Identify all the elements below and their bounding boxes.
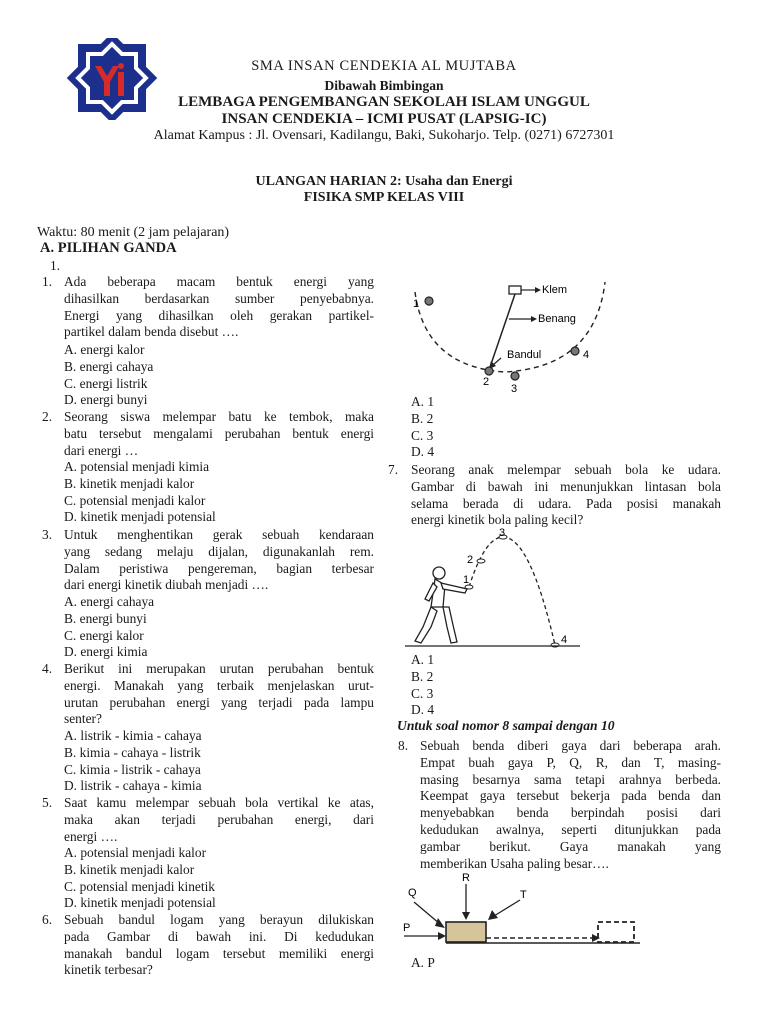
question-line: pada Gambar di bawah ini. Di kedudukan [64,928,374,944]
option[interactable]: D. energi bunyi [64,392,148,408]
option[interactable]: A. energi kalor [64,342,145,357]
question-line: Gambar di bawah ini menunjukkan lintasan bola [411,478,721,494]
option[interactable]: A. 1 [411,652,435,667]
guidance-line: Dibawah Bimbingan [324,78,444,93]
question-line: kedudukan awalnya, seperti ditunjukkan pada [420,821,721,837]
question-line: Energi yang dihasilkan oleh gerakan partikel- [64,307,374,323]
note-questions-8-10: Untuk soal nomor 8 sampai dengan 10 [397,718,615,733]
question-number: 7. [388,462,399,477]
pos-1-label: 1 [413,298,420,310]
question-line: senter? [64,711,102,727]
option[interactable]: C. energi kalor [64,627,144,643]
question-6-options [411,394,434,461]
question-line: Sebuah bandul logam yang berayun dilukiskan [64,912,374,927]
ball-trajectory-figure [405,527,585,652]
option[interactable]: B. kinetik menjadi kalor [64,475,195,491]
question-line: Keempat gaya tersebut bekerja pada benda dan [420,788,721,804]
question-line: Berikut ini merupakan urutan perubahan bentuk [64,661,374,676]
question-line: maka akan terjadi perubahan energi, dari [64,811,374,827]
pos-2-label: 2 [483,376,490,388]
klem-label: Klem [542,284,568,296]
question-line: dihasilkan berdasarkan sumber penyebabnya. [64,290,374,306]
question-line: selama berada di udara. Pada posisi manakah [411,495,721,511]
force-p-label: P [403,922,411,934]
institution-name: LEMBAGA PENGEMBANGAN SEKOLAH ISLAM UNGGUL [178,94,590,110]
option[interactable]: A. listrik - kimia - cahaya [64,728,202,743]
question-8-options [411,955,435,972]
question-line: energi kinetik bola paling kecil? [411,512,584,528]
option[interactable]: B. 2 [411,668,434,684]
question-7-options [411,652,434,719]
question-line: urutan perubahan energi yang terjadi pada lampu [64,694,374,710]
force-r-label: R [462,872,470,884]
option[interactable]: A. P [411,955,435,970]
question-line: memberikan Usaha paling besar…. [420,855,609,871]
exam-title: ULANGAN HARIAN 2: Usaha dan Energi [255,174,513,189]
throw-pos-4: 4 [561,634,568,646]
question-number: 6. [42,912,53,927]
question-line: Dalam peristiwa pengereman, bagian terbesar [64,560,374,576]
option[interactable]: D. energi kimia [64,644,148,660]
option[interactable]: A. potensial menjadi kimia [64,459,210,474]
question-line: Untuk menghentikan gerak sebuah kendaraan [64,527,374,542]
address-line: Alamat Kampus : Jl. Ovensari, Kadilangu, Baki, Sukoharjo. Telp. (0271) 6727301 [153,128,615,143]
option[interactable]: C. 3 [411,427,434,443]
question-line: dari energi kinetik diubah menjadi …. [64,577,269,593]
option[interactable]: C. potensial menjadi kalor [64,492,206,508]
throw-pos-2: 2 [467,554,474,566]
section-heading: A. PILIHAN GANDA [40,240,177,256]
question-line: Sebuah benda diberi gaya dari beberapa arah. [420,738,721,753]
option[interactable]: C. kimia - listrik - cahaya [64,761,201,777]
option[interactable]: A. 1 [411,394,435,409]
throw-pos-1: 1 [463,574,470,586]
option[interactable]: D. kinetik menjadi potensial [64,509,216,525]
stray-number: 1. [50,258,61,273]
option[interactable]: B. 2 [411,410,434,426]
question-line: Seorang siswa melempar batu ke tembok, maka [64,409,374,424]
question-line: yang sedang melaju dijalan, digunakanlah rem. [64,543,374,559]
school-name: SMA INSAN CENDEKIA AL MUJTABA [251,58,517,74]
question-number: 2. [42,409,53,424]
exam-subtitle: FISIKA SMP KELAS VIII [303,190,465,205]
option[interactable]: B. energi bunyi [64,610,147,626]
question-line: Empat buah gaya P, Q, R, dan T, masing- [420,754,721,770]
option[interactable]: D. listrik - cahaya - kimia [64,778,202,794]
question-number: 4. [42,661,53,676]
option[interactable]: C. energi listrik [64,375,148,391]
question-line: manakah bandul logam tersebut memiliki energi [64,945,374,961]
bandul-label: Bandul [507,349,542,361]
question-number: 8. [398,738,409,753]
question-line: Seorang anak melempar sebuah bola ke udara. [411,462,721,477]
question-line: energi. Manakah yang terbaik menjelaskan urut- [64,677,374,693]
option[interactable]: B. energi cahaya [64,358,154,374]
option[interactable]: A. potensial menjadi kalor [64,845,207,860]
option[interactable]: D. kinetik menjadi potensial [64,895,216,911]
forces-figure [400,870,650,952]
question-line: masing besarnya sama tetapi arahnya berbeda. [420,771,721,787]
question-line: batu tersebut mengalami perubahan bentuk energi [64,425,374,441]
question-line: partikel dalam benda disebut …. [64,324,239,340]
option[interactable]: A. energi cahaya [64,594,155,609]
pos-3-label: 3 [511,383,518,395]
question-number: 3. [42,527,53,542]
question-number: 5. [42,795,53,810]
option[interactable]: B. kinetik menjadi kalor [64,861,195,877]
question-line: dari energi … [64,442,139,458]
question-line: gambar berikut. Gaya manakah yang [420,838,721,854]
option[interactable]: C. 3 [411,685,434,701]
force-t-label: T [520,889,527,901]
question-line: menyebabkan benda berpindah posisi dari [420,805,721,821]
pendulum-figure [405,272,615,397]
throw-pos-3: 3 [499,527,506,539]
option[interactable]: C. potensial menjadi kinetik [64,878,215,894]
question-line: energi …. [64,828,118,844]
force-q-label: Q [408,887,417,899]
child-figure-icon [415,567,470,643]
option[interactable]: D. 4 [411,444,435,460]
institution-subtitle: INSAN CENDEKIA – ICMI PUSAT (LAPSIG-IC) [221,111,547,127]
question-line: kinetik terbesar? [64,962,153,978]
option[interactable]: D. 4 [411,702,435,718]
question-line: Ada beberapa macam bentuk energi yang [64,274,374,289]
question-line: Saat kamu melempar sebuah bola vertikal ke atas, [64,795,374,810]
pos-4-label: 4 [583,349,590,361]
option[interactable]: B. kimia - cahaya - listrik [64,744,201,760]
question-number: 1. [42,274,53,289]
exam-time: Waktu: 80 menit (2 jam pelajaran) [37,225,230,240]
benang-label: Benang [538,313,576,325]
